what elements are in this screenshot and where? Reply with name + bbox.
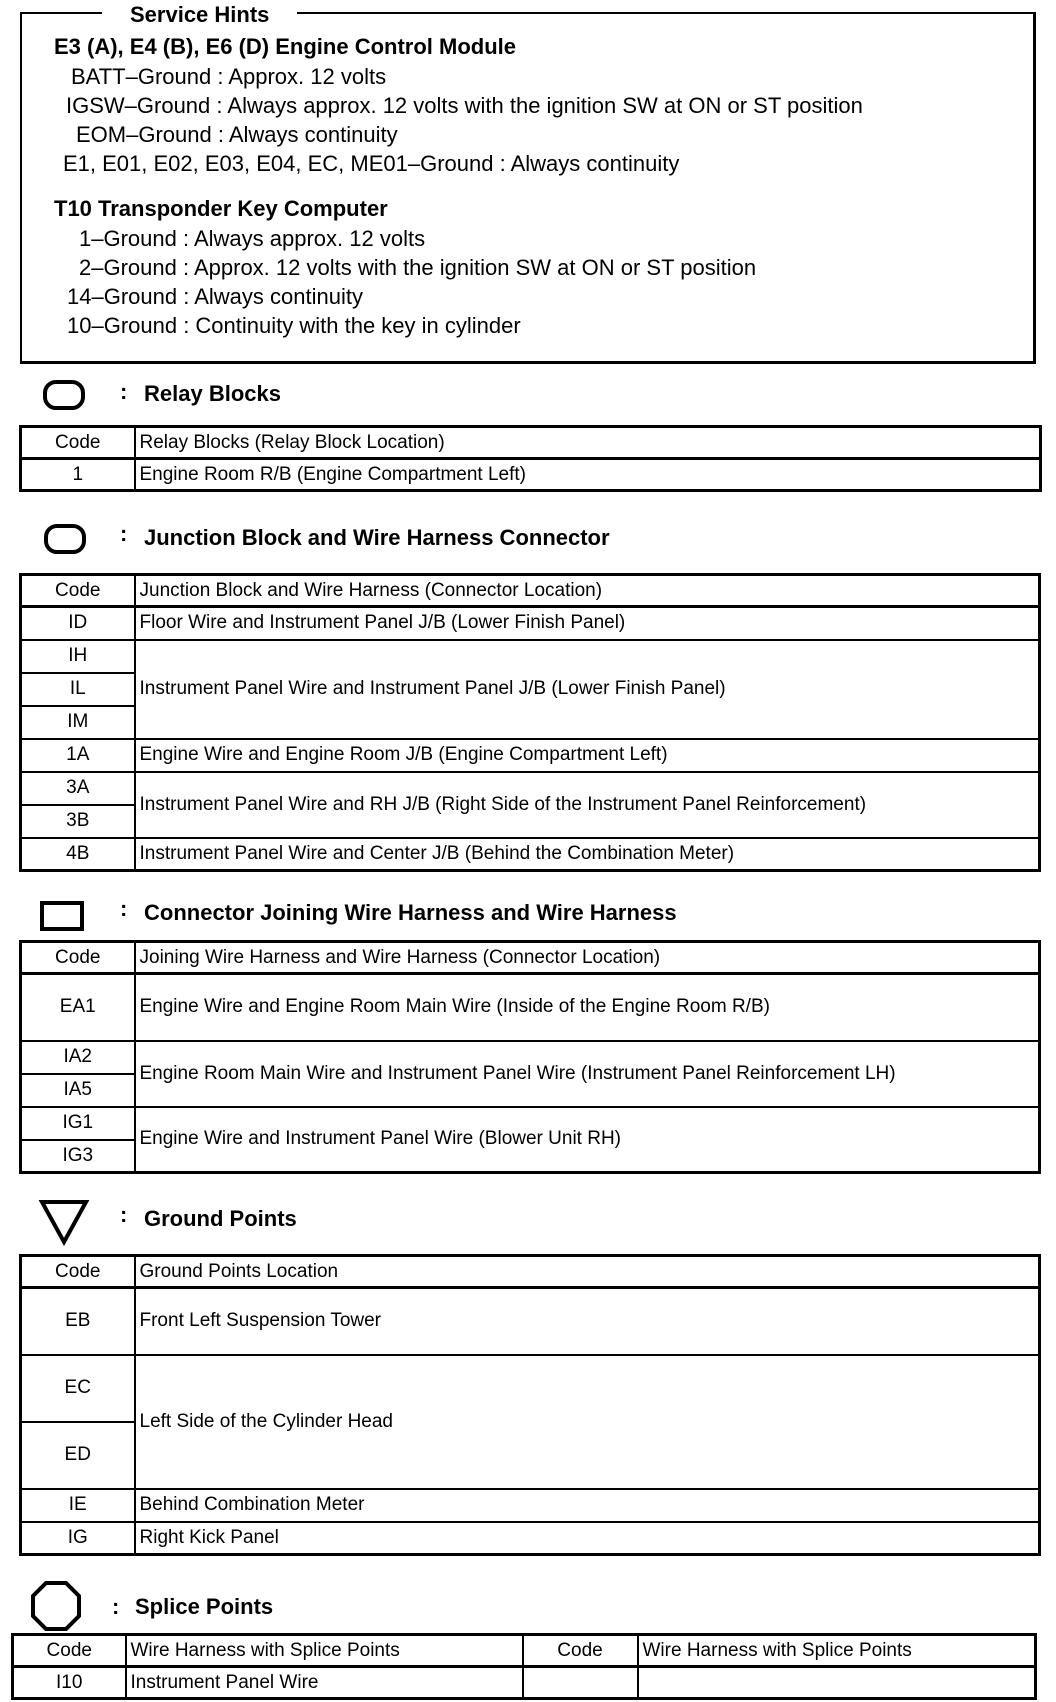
code-cell: EB — [21, 1288, 135, 1355]
ground-points-table — [19, 1254, 1041, 1556]
code-cell: 3B — [21, 805, 135, 838]
relay-blocks-heading — [20, 375, 1020, 415]
colon: : — [112, 1594, 120, 1619]
down-triangle-icon — [38, 1198, 90, 1246]
ecm-heading: E3 (A), E4 (B), E6 (D) Engine Control Module — [54, 34, 516, 59]
rounded-rectangle-icon — [43, 523, 87, 555]
transponder-line: 10–Ground : Continuity with the key in cylinder — [67, 313, 521, 338]
connectors-heading — [20, 894, 1020, 934]
description-cell: Left Side of the Cylinder Head — [135, 1355, 1040, 1489]
junction-blocks-table — [19, 573, 1041, 872]
description-cell: Engine Wire and Instrument Panel Wire (Blower Unit RH) — [135, 1107, 1040, 1173]
header-cell: Wire Harness with Splice Points — [638, 1635, 1036, 1667]
connectors-table — [19, 940, 1041, 1174]
table-row — [21, 772, 1040, 805]
code-cell: IL — [21, 673, 135, 706]
octagon-icon — [30, 1580, 82, 1632]
header-cell: Relay Blocks (Relay Block Location) — [135, 427, 1041, 459]
description-cell: Engine Room Main Wire and Instrument Panel Wire (Instrument Panel Reinforcement LH) — [135, 1041, 1040, 1107]
section-title: Ground Points — [144, 1206, 297, 1231]
code-cell: IG3 — [21, 1140, 135, 1173]
description-cell: Right Kick Panel — [135, 1522, 1040, 1555]
description-cell: Front Left Suspension Tower — [135, 1288, 1040, 1355]
header-cell: Code — [523, 1635, 638, 1667]
table-row — [21, 1041, 1040, 1074]
header-cell: Code — [21, 1256, 135, 1288]
ground-points-heading — [20, 1196, 1020, 1246]
ecm-line: IGSW–Ground : Always approx. 12 volts with the ignition SW at ON or ST position — [66, 93, 863, 118]
code-cell — [523, 1667, 638, 1699]
header-cell: Code — [21, 942, 135, 974]
service-hints-box — [20, 2, 1036, 364]
description-cell: Engine Wire and Engine Room J/B (Engine Compartment Left) — [135, 739, 1040, 772]
code-cell: I10 — [13, 1667, 126, 1699]
table-header-row — [21, 942, 1040, 974]
code-cell: EC — [21, 1355, 135, 1422]
table-header-row — [21, 575, 1040, 607]
table-row — [21, 974, 1040, 1041]
table-row — [21, 739, 1040, 772]
code-cell: IE — [21, 1489, 135, 1522]
section-title: Junction Block and Wire Harness Connector — [144, 525, 610, 550]
description-cell: Instrument Panel Wire and Instrument Panel J/B (Lower Finish Panel) — [135, 640, 1040, 739]
description-cell: Floor Wire and Instrument Panel J/B (Lower Finish Panel) — [135, 607, 1040, 640]
rectangle-icon — [39, 900, 85, 932]
description-cell: Instrument Panel Wire — [126, 1667, 523, 1699]
transponder-line: 14–Ground : Always continuity — [67, 284, 363, 309]
colon: : — [120, 379, 128, 404]
ecm-line: EOM–Ground : Always continuity — [76, 122, 398, 147]
table-row — [21, 459, 1041, 491]
description-cell: Instrument Panel Wire and Center J/B (Behind the Combination Meter) — [135, 838, 1040, 871]
header-cell: Code — [13, 1635, 126, 1667]
description-cell: Behind Combination Meter — [135, 1489, 1040, 1522]
ecm-line: E1, E01, E02, E03, E04, EC, ME01–Ground : Always continuity — [63, 151, 680, 176]
header-cell: Junction Block and Wire Harness (Connector Location) — [135, 575, 1040, 607]
code-cell: IM — [21, 706, 135, 739]
table-header-row — [21, 1256, 1040, 1288]
table-row — [21, 1489, 1040, 1522]
colon: : — [120, 896, 128, 921]
table-row — [21, 1522, 1040, 1555]
section-title: Connector Joining Wire Harness and Wire Harness — [144, 900, 677, 925]
relay-blocks-table — [19, 425, 1042, 492]
table-row — [21, 640, 1040, 673]
ecm-line: BATT–Ground : Approx. 12 volts — [71, 64, 387, 89]
table-header-row — [21, 427, 1041, 459]
code-cell: IH — [21, 640, 135, 673]
table-row — [13, 1667, 1036, 1699]
code-cell: 1A — [21, 739, 135, 772]
code-cell: 4B — [21, 838, 135, 871]
table-row — [21, 607, 1040, 640]
table-header-row — [13, 1635, 1036, 1667]
splice-points-heading — [20, 1580, 1020, 1630]
code-cell: 1 — [21, 459, 135, 491]
table-row — [21, 1107, 1040, 1140]
description-cell: Engine Room R/B (Engine Compartment Left) — [135, 459, 1041, 491]
description-cell: Engine Wire and Engine Room Main Wire (Inside of the Engine Room R/B) — [135, 974, 1040, 1041]
colon: : — [120, 521, 128, 546]
table-row — [21, 838, 1040, 871]
transponder-line: 2–Ground : Approx. 12 volts with the ignition SW at ON or ST position — [79, 255, 757, 280]
header-cell: Wire Harness with Splice Points — [126, 1635, 523, 1667]
header-cell: Code — [21, 575, 135, 607]
service-hints-title: Service Hints — [102, 4, 297, 26]
rounded-rectangle-icon — [42, 379, 86, 411]
header-cell: Ground Points Location — [135, 1256, 1040, 1288]
code-cell: ED — [21, 1422, 135, 1489]
code-cell: ID — [21, 607, 135, 640]
code-cell: 3A — [21, 772, 135, 805]
description-cell — [638, 1667, 1036, 1699]
header-cell: Joining Wire Harness and Wire Harness (Connector Location) — [135, 942, 1040, 974]
table-row — [21, 1288, 1040, 1355]
section-title: Relay Blocks — [144, 381, 281, 406]
code-cell: EA1 — [21, 974, 135, 1041]
junction-blocks-heading — [20, 519, 1020, 559]
header-cell: Code — [21, 427, 135, 459]
code-cell: IG — [21, 1522, 135, 1555]
table-row — [21, 1355, 1040, 1422]
transponder-line: 1–Ground : Always approx. 12 volts — [79, 226, 426, 251]
code-cell: IG1 — [21, 1107, 135, 1140]
code-cell: IA5 — [21, 1074, 135, 1107]
section-title: Splice Points — [135, 1594, 274, 1619]
transponder-heading: T10 Transponder Key Computer — [54, 196, 388, 221]
description-cell: Instrument Panel Wire and RH J/B (Right Side of the Instrument Panel Reinforcement) — [135, 772, 1040, 838]
code-cell: IA2 — [21, 1041, 135, 1074]
colon: : — [120, 1202, 128, 1227]
splice-points-table — [11, 1633, 1037, 1700]
